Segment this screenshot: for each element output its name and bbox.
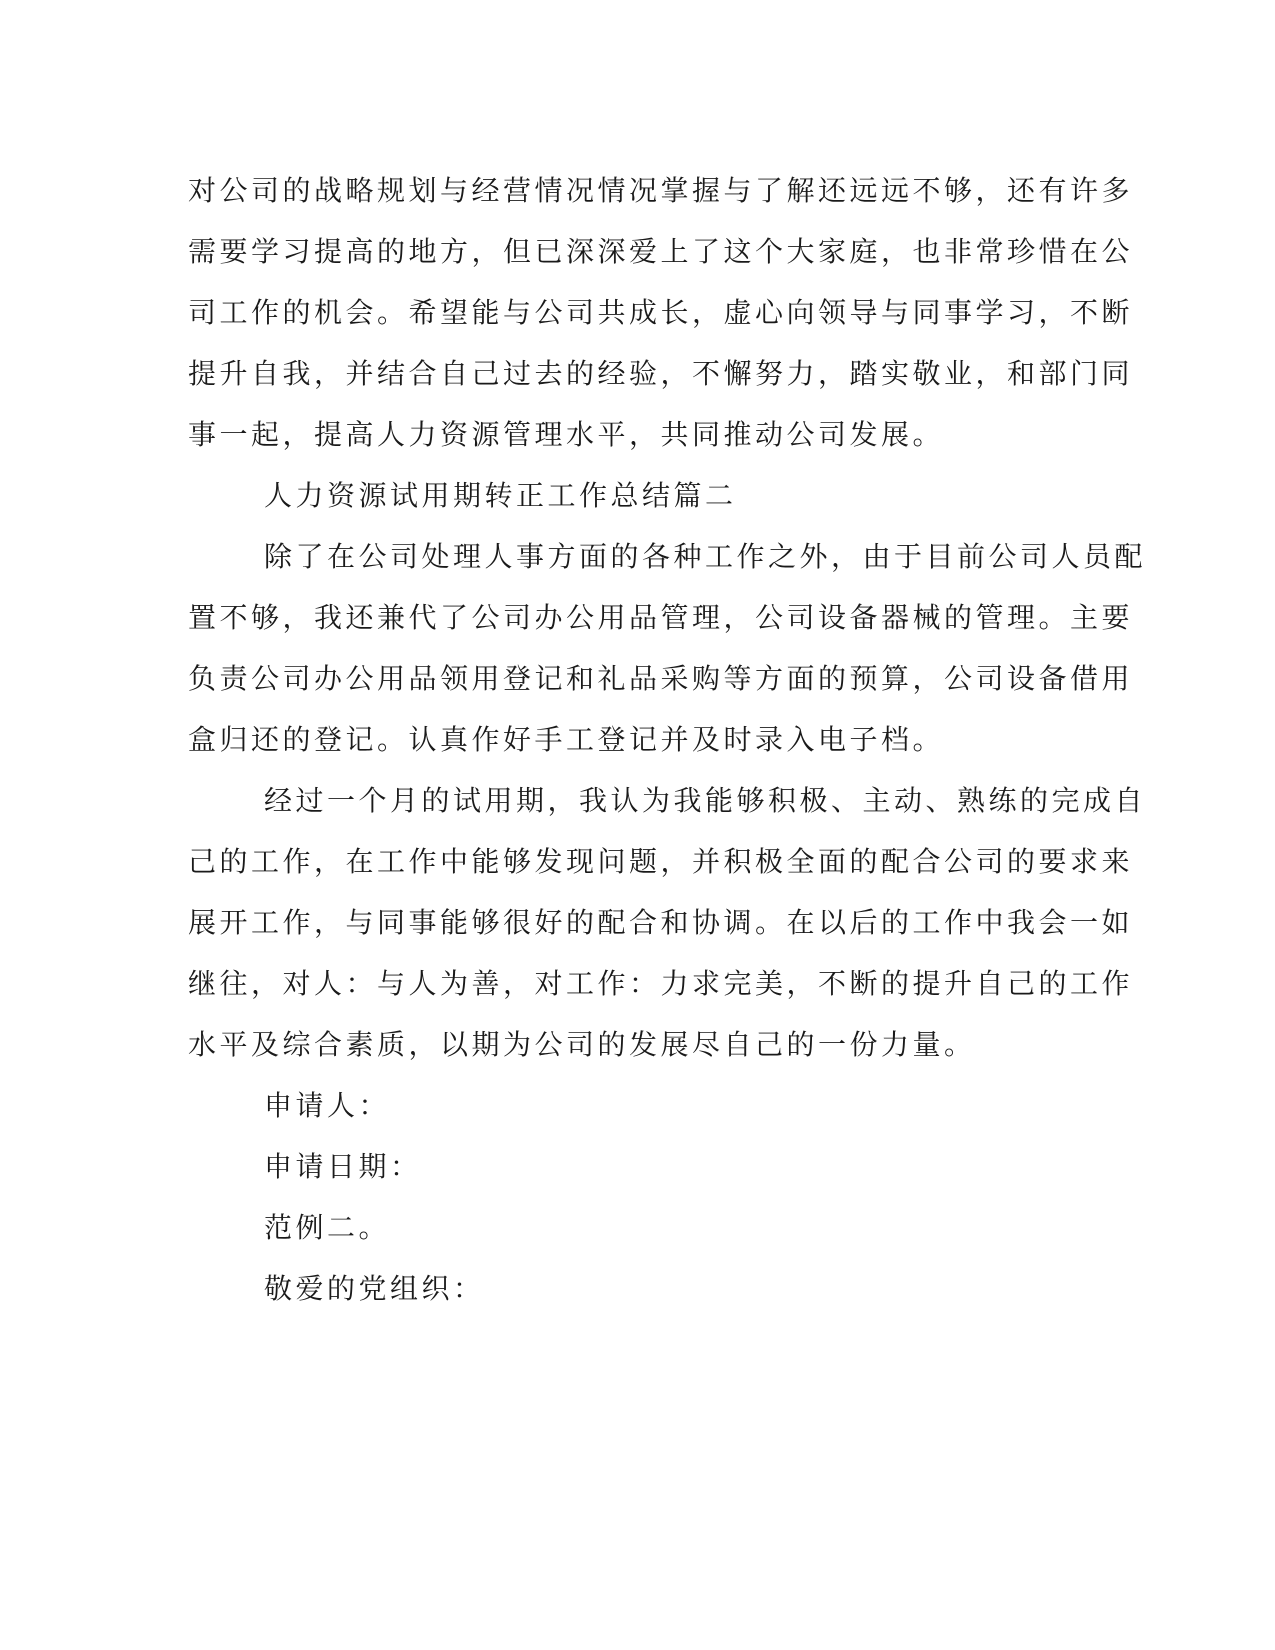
paragraph-line: 继往，对人：与人为善，对工作：力求完美，不断的提升自己的工作 xyxy=(188,967,1134,1000)
paragraph-duties xyxy=(188,526,1147,770)
paragraph-line: 需要学习提高的地方，但已深深爱上了这个大家庭，也非常珍惜在公 xyxy=(188,235,1134,268)
paragraph-line: 提升自我，并结合自己过去的经验，不懈努力，踏实敬业，和部门同 xyxy=(188,357,1134,390)
applicant-label: 申请人： xyxy=(264,1089,391,1122)
paragraph-line: 己的工作，在工作中能够发现问题，并积极全面的配合公司的要求来 xyxy=(188,845,1134,878)
paragraph-line: 对公司的战略规划与经营情况情况掌握与了解还远远不够，还有许多 xyxy=(188,174,1134,207)
continuation-paragraph xyxy=(188,160,1134,465)
paragraph-line: 盒归还的登记。认真作好手工登记并及时录入电子档。 xyxy=(188,723,945,756)
paragraph-line: 置不够，我还兼代了公司办公用品管理，公司设备器械的管理。主要 xyxy=(188,601,1134,634)
section-title: 人力资源试用期转正工作总结篇二 xyxy=(264,479,737,512)
paragraph-self-assessment xyxy=(188,770,1147,1075)
salutation: 敬爱的党组织： xyxy=(264,1272,485,1305)
document-body xyxy=(188,160,1147,1319)
application-date-label: 申请日期： xyxy=(264,1150,422,1183)
paragraph-line: 水平及综合素质，以期为公司的发展尽自己的一份力量。 xyxy=(188,1028,976,1061)
paragraph-line: 司工作的机会。希望能与公司共成长，虚心向领导与同事学习，不断 xyxy=(188,296,1134,329)
example-label: 范例二。 xyxy=(264,1211,391,1244)
paragraph-line: 事一起，提高人力资源管理水平，共同推动公司发展。 xyxy=(188,418,945,451)
paragraph-line: 除了在公司处理人事方面的各种工作之外，由于目前公司人员配 xyxy=(264,540,1147,573)
paragraph-line: 负责公司办公用品领用登记和礼品采购等方面的预算，公司设备借用 xyxy=(188,662,1134,695)
paragraph-line: 展开工作，与同事能够很好的配合和协调。在以后的工作中我会一如 xyxy=(188,906,1134,939)
paragraph-line: 经过一个月的试用期，我认为我能够积极、主动、熟练的完成自 xyxy=(264,784,1147,817)
